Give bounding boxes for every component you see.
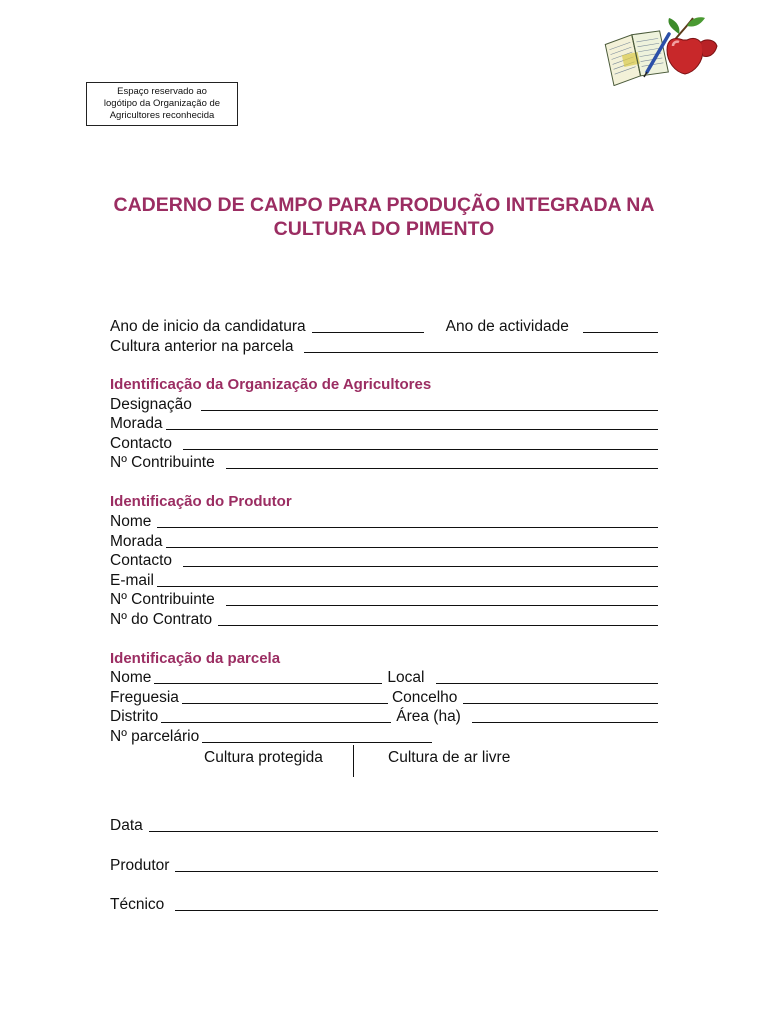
row-designacao [110,395,658,415]
field-produtor-morada[interactable] [166,547,658,548]
notebook-pen-apple-icon [603,14,725,86]
field-assinatura-produtor[interactable] [175,871,658,872]
label-data: Data [110,817,143,834]
logo-placeholder-box [86,82,238,126]
page-title [0,193,768,241]
field-produtor-contacto[interactable] [183,566,658,567]
field-produtor-contrato[interactable] [218,625,658,626]
row-ano [110,317,658,337]
row-org-contacto [110,434,658,454]
field-cultura-anterior[interactable] [304,352,658,353]
row-assinatura-tecnico [110,895,658,915]
row-produtor-contribuinte [110,590,658,610]
title-line-1: CADERNO DE CAMPO PARA PRODUÇÃO INTEGRADA NA [113,194,655,216]
label-freguesia: Freguesia [110,689,179,706]
label-produtor-morada: Morada [110,533,163,550]
row-produtor-email [110,571,658,591]
row-cultura-anterior [110,337,658,357]
field-produtor-nome[interactable] [157,527,658,528]
label-parcelario: Nº parcelário [110,728,200,745]
field-concelho[interactable] [463,703,658,704]
field-org-morada[interactable] [166,429,658,430]
section-heading-produtor: Identificação do Produtor [110,493,292,510]
label-org-contribuinte: Nº Contribuinte [110,454,215,471]
field-distrito[interactable] [161,722,391,723]
field-data[interactable] [149,831,658,832]
row-assinatura-produtor [110,856,658,876]
row-produtor-contacto [110,551,658,571]
label-produtor-contacto: Contacto [110,552,173,569]
field-ano-actividade[interactable] [583,332,658,333]
field-parcela-local[interactable] [436,683,658,684]
label-org-contacto: Contacto [110,435,173,452]
title-line-2: CULTURA DO PIMENTO [273,218,495,240]
field-area[interactable] [472,722,658,723]
field-freguesia[interactable] [182,703,388,704]
label-assinatura-tecnico: Técnico [110,896,165,913]
row-distrito-area [110,707,658,727]
row-org-morada [110,414,658,434]
field-ano-inicio[interactable] [312,332,424,333]
cultura-divider [353,745,354,777]
field-produtor-contribuinte[interactable] [226,605,658,606]
label-produtor-contribuinte: Nº Contribuinte [110,591,215,608]
field-assinatura-tecnico[interactable] [175,910,658,911]
section-heading-organizacao: Identificação da Organização de Agricultores [110,376,432,393]
row-parcela-nome-local [110,668,658,688]
label-produtor-contrato: Nº do Contrato [110,611,213,628]
field-parcela-nome[interactable] [154,683,382,684]
field-parcelario[interactable] [202,742,432,743]
option-cultura-ar-livre[interactable]: Cultura de ar livre [388,749,511,766]
row-data [110,816,658,836]
field-org-contacto[interactable] [183,449,658,450]
label-designacao: Designação [110,396,192,413]
label-ano-actividade: Ano de actividade [445,318,569,335]
label-parcela-local: Local [387,669,425,686]
field-org-contribuinte[interactable] [226,468,658,469]
label-area: Área (ha) [396,708,461,725]
label-parcela-nome: Nome [110,669,152,686]
logo-box-text-1: Espaço reservado ao [117,86,207,97]
row-produtor-morada [110,532,658,552]
section-heading-parcela: Identificação da parcela [110,650,281,667]
label-cultura-anterior: Cultura anterior na parcela [110,338,294,355]
field-produtor-email[interactable] [157,586,658,587]
field-designacao[interactable] [201,410,658,411]
logo-box-text-3: Agricultores reconhecida [109,110,215,121]
row-org-contribuinte [110,453,658,473]
label-ano-inicio: Ano de inicio da candidatura [110,318,306,335]
label-produtor-email: E-mail [110,572,154,589]
row-produtor-nome [110,512,658,532]
label-concelho: Concelho [391,689,458,706]
option-cultura-protegida[interactable]: Cultura protegida [204,749,323,766]
label-produtor-nome: Nome [110,513,152,530]
label-distrito: Distrito [110,708,159,725]
logo-box-text-2: logótipo da Organização de [103,98,221,109]
label-assinatura-produtor: Produtor [110,857,170,874]
row-parcelario [110,727,432,747]
row-freguesia-concelho [110,688,658,708]
label-org-morada: Morada [110,415,163,432]
row-produtor-contrato [110,610,658,630]
